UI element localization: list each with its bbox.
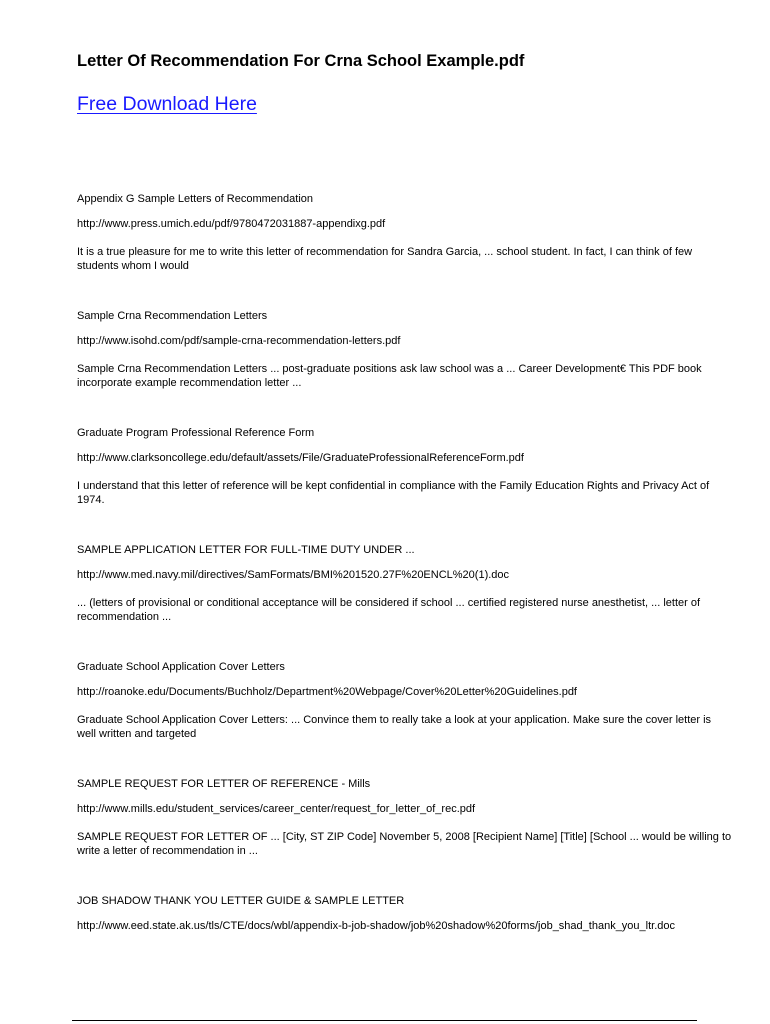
result-snippet: I understand that this letter of reference will be kept confidential in compliance with the Family Education Rights and Privacy Act of 1974. [77, 480, 710, 506]
results-list [77, 193, 737, 1012]
result-url: http://www.isohd.com/pdf/sample-crna-recommendation-letters.pdf [77, 335, 401, 347]
result-title: Sample Crna Recommendation Letters [77, 310, 268, 322]
result-url: http://www.med.navy.mil/directives/SamFormats/BMI%201520.27F%20ENCL%20(1).doc [77, 569, 510, 581]
footer-divider [72, 1020, 697, 1021]
result-snippet: ... (letters of provisional or conditional acceptance will be considered if school ... certified registered nurse anesthetist, ... letter of recommendation ... [77, 597, 701, 623]
result-title: Appendix G Sample Letters of Recommendation [77, 193, 314, 205]
result-title: SAMPLE REQUEST FOR LETTER OF REFERENCE - Mills [77, 778, 371, 790]
result-entry [77, 193, 737, 310]
result-url: http://roanoke.edu/Documents/Buchholz/Department%20Webpage/Cover%20Letter%20Guidelines.pdf [77, 686, 577, 698]
result-snippet: It is a true pleasure for me to write this letter of recommendation for Sandra Garcia, ... school student. In fact, I can think of few students whom I would [77, 246, 693, 272]
result-url: http://www.press.umich.edu/pdf/9780472031887-appendixg.pdf [77, 218, 386, 230]
result-snippet: Sample Crna Recommendation Letters ... post-graduate positions ask law school was a ... Career Development€ This PDF book incorporate example recommendation letter ... [77, 363, 702, 389]
result-entry [77, 544, 737, 661]
result-title: Graduate Program Professional Reference Form [77, 427, 315, 439]
result-entry [77, 427, 737, 544]
result-entry [77, 310, 737, 427]
result-url: http://www.clarksoncollege.edu/default/assets/File/GraduateProfessionalReferenceForm.pdf [77, 452, 524, 464]
result-snippet: Graduate School Application Cover Letters: ... Convince them to really take a look at your application. Make sure the cover letter is well written and targeted [77, 714, 712, 740]
result-title: SAMPLE APPLICATION LETTER FOR FULL-TIME DUTY UNDER ... [77, 544, 415, 556]
result-entry [77, 661, 737, 778]
document-title: Letter Of Recommendation For Crna School Example.pdf [77, 52, 525, 70]
result-title: JOB SHADOW THANK YOU LETTER GUIDE & SAMPLE LETTER [77, 895, 405, 907]
result-url: http://www.eed.state.ak.us/tls/CTE/docs/wbl/appendix-b-job-shadow/job%20shadow%20forms/job_shad_thank_you_ltr.doc [77, 920, 676, 932]
result-title: Graduate School Application Cover Letters [77, 661, 285, 673]
result-snippet: SAMPLE REQUEST FOR LETTER OF ... [City, ST ZIP Code] November 5, 2008 [Recipient Name] [Title] [School ... would be willing to write a letter of recommendation in ... [77, 831, 732, 857]
result-url: http://www.mills.edu/student_services/career_center/request_for_letter_of_rec.pdf [77, 803, 476, 815]
result-entry [77, 895, 737, 1012]
free-download-link[interactable]: Free Download Here [77, 93, 257, 115]
result-entry [77, 778, 737, 895]
